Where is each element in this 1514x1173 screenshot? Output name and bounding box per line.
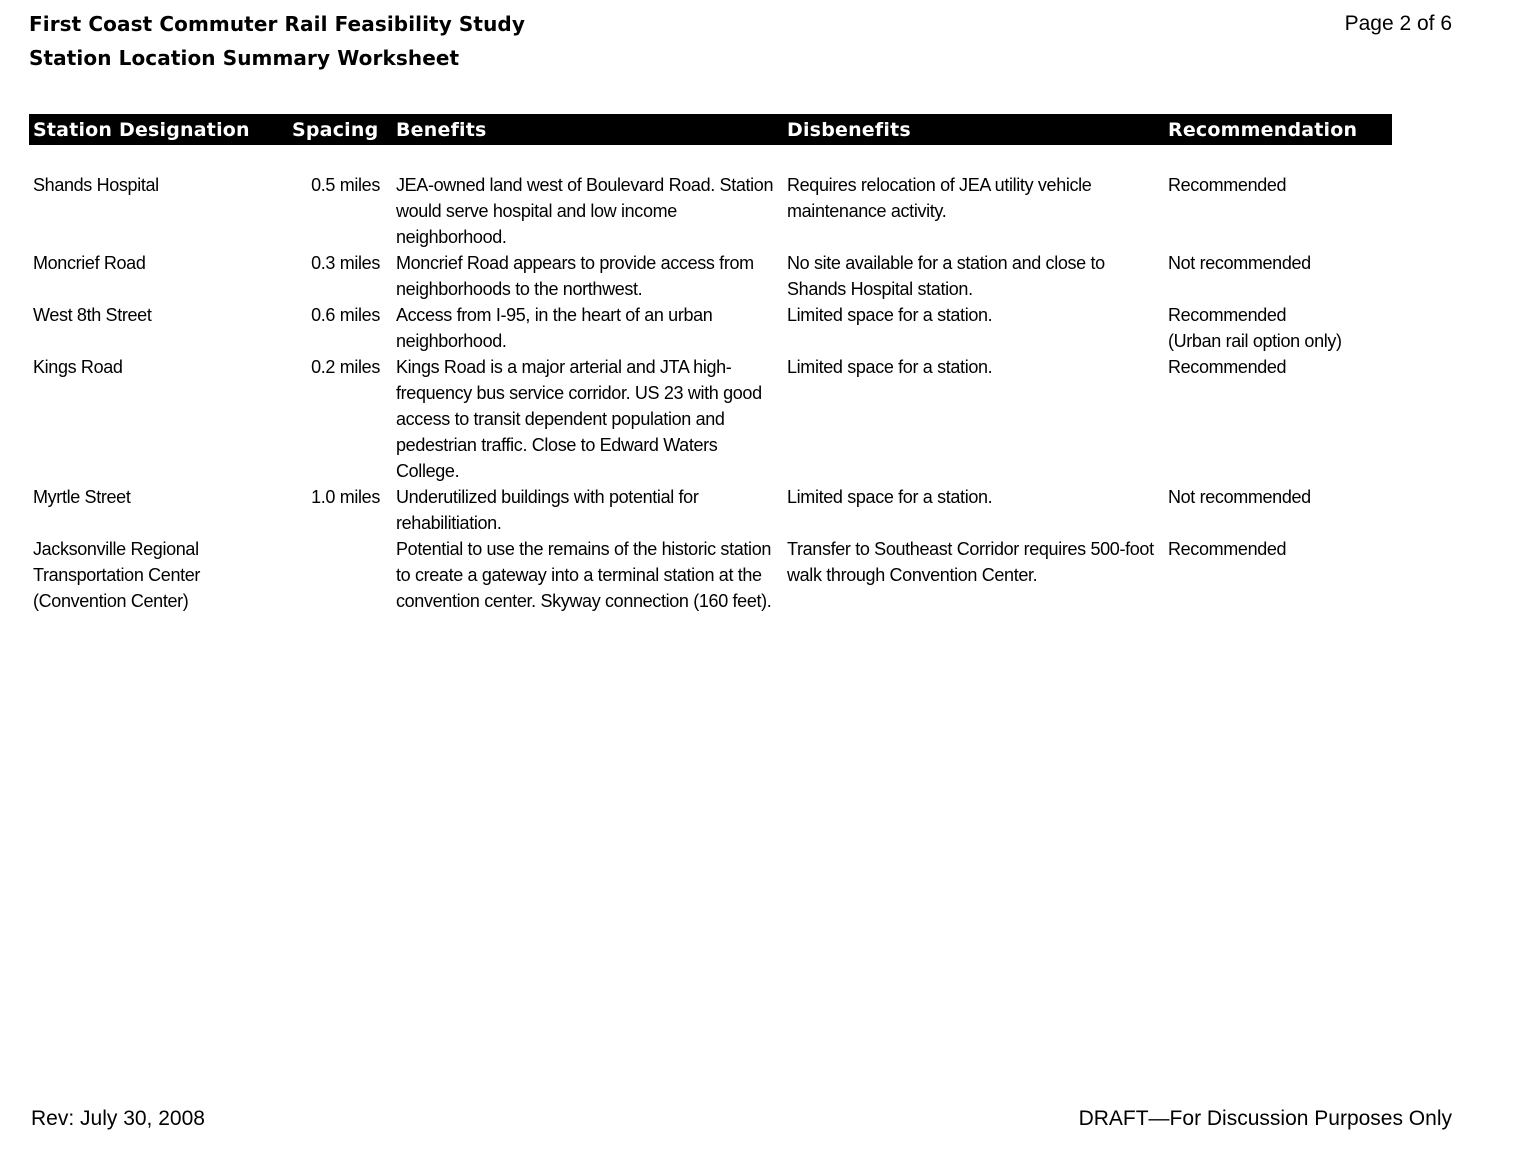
station-spacing: 0.2 miles [311,357,380,377]
station-recommendation: Not recommended [1168,253,1311,273]
station-disbenefits: Limited space for a station. [787,487,993,507]
station-spacing: 0.5 miles [311,175,380,195]
station-recommendation: Not recommended [1168,487,1311,507]
station-benefits: JEA-owned land west of Boulevard Road. Station would serve hospital and low income neighborhood. [396,175,774,247]
table-row [29,536,1392,616]
station-disbenefits: Limited space for a station. [787,357,993,377]
page-number: Page 2 of 6 [1344,12,1452,35]
station-disbenefits: Transfer to Southeast Corridor requires 500-foot walk through Convention Center. [787,539,1154,585]
station-name: Moncrief Road [33,253,146,273]
station-benefits: Moncrief Road appears to provide access from neighborhoods to the northwest. [396,253,754,299]
station-spacing: 0.6 miles [311,305,380,325]
column-header-recommendation: Recommendation [1164,114,1392,145]
station-recommendation: Recommended [1168,175,1287,195]
station-name: Myrtle Street [33,487,131,507]
station-benefits: Underutilized buildings with potential for rehabilitiation. [396,487,699,533]
document-title: First Coast Commuter Rail Feasibility Study [29,12,525,36]
column-header-benefits: Benefits [392,114,783,145]
column-header-spacing: Spacing [288,114,392,145]
station-benefits: Access from I-95, in the heart of an urban neighborhood. [396,305,713,351]
column-header-disbenefits: Disbenefits [783,114,1164,145]
station-spacing: 1.0 miles [311,487,380,507]
station-disbenefits: No site available for a station and close to Shands Hospital station. [787,253,1105,299]
station-recommendation: Recommended (Urban rail option only) [1168,305,1342,351]
revision-date: Rev: July 30, 2008 [31,1107,205,1130]
draft-notice: DRAFT—For Discussion Purposes Only [1078,1107,1452,1130]
station-name: Shands Hospital [33,175,159,195]
station-name: Kings Road [33,357,123,377]
station-summary-table [29,114,1392,616]
table-row [29,172,1392,250]
station-recommendation: Recommended [1168,357,1287,377]
station-benefits: Potential to use the remains of the historic station to create a gateway into a terminal station at the convention center. Skyway connection (160 feet). [396,539,772,611]
station-disbenefits: Limited space for a station. [787,305,993,325]
station-benefits: Kings Road is a major arterial and JTA high-frequency bus service corridor. US 23 with good access to transit dependent population and pedestrian traffic. Close to Edward Waters College. [396,357,762,481]
station-recommendation: Recommended [1168,539,1287,559]
table-row [29,302,1392,354]
column-header-station: Station Designation [29,114,288,145]
table-header-row [29,114,1392,145]
table-spacer-row [29,145,1392,172]
table-row [29,484,1392,536]
table-row [29,250,1392,302]
station-name: West 8th Street [33,305,152,325]
station-spacing [288,536,392,616]
document-subtitle: Station Location Summary Worksheet [29,46,460,70]
station-spacing: 0.3 miles [311,253,380,273]
station-name: Jacksonville Regional Transportation Center (Convention Center) [33,539,201,611]
table-row [29,354,1392,484]
station-disbenefits: Requires relocation of JEA utility vehicle maintenance activity. [787,175,1092,221]
